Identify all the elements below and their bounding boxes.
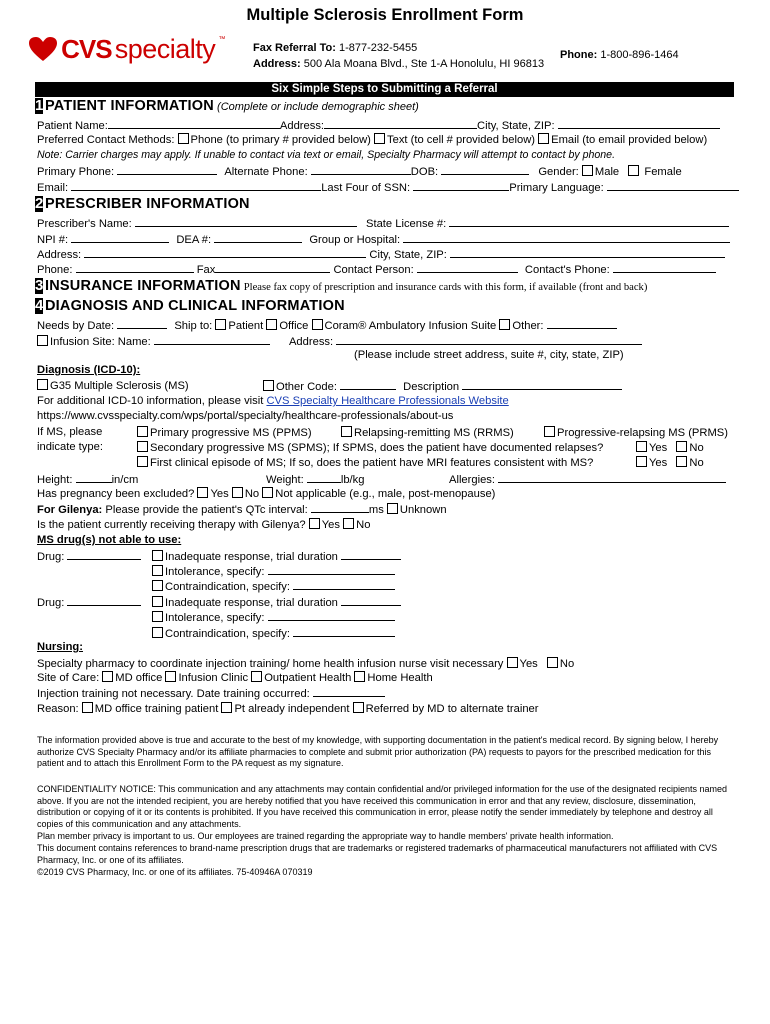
height-unit: in/cm <box>111 474 139 486</box>
spms-checkbox[interactable] <box>137 441 148 452</box>
contact-text-checkbox[interactable] <box>374 133 385 144</box>
gender-male-checkbox[interactable] <box>582 165 593 176</box>
phone-label: Phone: <box>560 49 598 61</box>
spms-label: Secondary progressive MS (SPMS); If SPMS, does the patient have documented relapses? <box>150 442 604 454</box>
infusion-address-label: Address: <box>288 336 334 348</box>
drug-2-contra-checkbox[interactable] <box>152 627 163 638</box>
episode-yes-label: Yes <box>649 457 668 469</box>
drug-1-inadequate <box>152 549 401 563</box>
gilenya-qtc-row <box>37 502 447 516</box>
prescriber-name-label: Prescriber's Name: <box>37 218 132 230</box>
header-phone <box>560 49 679 61</box>
drug-1-intolerance-checkbox[interactable] <box>152 565 163 576</box>
group-label: Group or Hospital: <box>309 234 401 246</box>
privacy-text: Plan member privacy is important to us. Our employees are trained regarding the appropriate way to handle members' private health information. <box>37 831 614 841</box>
height-field[interactable] <box>76 472 112 483</box>
fax-referral <box>253 42 417 54</box>
pregnancy-no-label: No <box>244 488 260 500</box>
drug-1-inadequate-checkbox[interactable] <box>152 550 163 561</box>
email-field[interactable] <box>71 180 321 191</box>
spms-yes-checkbox[interactable] <box>636 441 647 452</box>
drug-1-contra-field[interactable] <box>293 579 395 590</box>
qtc-unit: ms <box>368 504 384 516</box>
diagnosis-title: Diagnosis (ICD-10): <box>37 364 141 376</box>
qtc-unknown-checkbox[interactable] <box>387 503 398 514</box>
other-code-checkbox[interactable] <box>263 380 274 391</box>
prescriber-name-field[interactable] <box>135 216 357 227</box>
prescriber-name-row <box>37 216 729 230</box>
section-2-number: 2 <box>35 195 44 212</box>
spms-row <box>137 441 603 454</box>
drug-1-contra-label: Contraindication, specify: <box>165 581 290 593</box>
first-episode-label: First clinical episode of MS; If so, does the patient have MRI features consistent with MS? <box>150 457 594 469</box>
soc-infusion-clinic-label: Infusion Clinic <box>178 672 249 684</box>
contact-methods-label: Preferred Contact Methods: <box>37 134 175 146</box>
ship-other-field[interactable] <box>547 318 617 329</box>
allergies-row <box>449 472 726 486</box>
ship-office-label: Office <box>279 320 309 332</box>
gilenya-therapy-label: Is the patient currently receiving therapy with Gilenya? <box>37 519 306 531</box>
confidentiality-notice: CONFIDENTIALITY NOTICE: This communication and any attachments may contain confidential and/or privileged information for the use of the designated recipients named above. If you are not the intended recipient, you are hereby notified that you have received this communication in error and that any review, disclosure, dissemination, distribution or copying of it or its contents is prohibited. If you have received this communication in error, please notify the sender immediately by telephone and destroy all copies of this communication and any attachments. <box>37 784 728 829</box>
rrms-label: Relapsing-remitting MS (RRMS) <box>354 427 514 439</box>
section-3-note: Please fax copy of prescription and insurance cards with this form, if available (front and back) <box>243 282 648 293</box>
pregnancy-yes-label: Yes <box>210 488 229 500</box>
alt-phone-label: Alternate Phone: <box>224 166 308 178</box>
section-1-title: PATIENT INFORMATION <box>45 98 214 114</box>
icd-info-text: For additional ICD-10 information, please visit <box>37 395 264 407</box>
gender-male-label: Male <box>594 166 620 178</box>
soc-outpatient-label: Outpatient Health <box>264 672 352 684</box>
contact-text-label: Text (to cell # provided below) <box>387 134 535 146</box>
ship-office-checkbox[interactable] <box>266 319 277 330</box>
ppms-label: Primary progressive MS (PPMS) <box>150 427 312 439</box>
height-weight-row <box>37 472 138 486</box>
icd-info-row <box>37 395 509 407</box>
other-code-field[interactable] <box>340 379 396 390</box>
prescriber-fax-label: Fax <box>196 264 216 276</box>
drug-2-contra-field[interactable] <box>293 626 395 637</box>
contact-phone-label: Phone (to primary # provided below) <box>190 134 371 146</box>
drug-2-contraindication <box>152 626 395 640</box>
fax-label: Fax Referral To: <box>253 42 336 54</box>
prms-checkbox[interactable] <box>544 426 555 437</box>
logo-tm: ™ <box>218 36 226 43</box>
drug-1-intolerance-field[interactable] <box>268 564 395 575</box>
drug-2-intolerance-field[interactable] <box>268 610 395 621</box>
nursing-yes-checkbox[interactable] <box>507 657 518 668</box>
drug-2-inadequate-checkbox[interactable] <box>152 596 163 607</box>
steps-banner: Six Simple Steps to Submitting a Referral <box>35 82 734 97</box>
ppms-checkbox[interactable] <box>137 426 148 437</box>
carrier-note: Note: Carrier charges may apply. If unable to contact via text or email, Specialty Pharmacy will attempt to contact by phone. <box>37 149 616 161</box>
weight-field[interactable] <box>307 472 341 483</box>
heart-icon <box>28 36 58 62</box>
gilenya-no-checkbox[interactable] <box>343 518 354 529</box>
ms-drugs-title: MS drug(s) not able to use: <box>37 534 182 546</box>
reason-row <box>37 702 539 715</box>
soc-outpatient-checkbox[interactable] <box>251 671 262 682</box>
contact-phone-field[interactable] <box>613 262 716 273</box>
site-of-care-label: Site of Care: <box>37 672 100 684</box>
infusion-site-label: Infusion Site: <box>50 336 115 348</box>
reason-md-office-label: MD office training patient <box>94 703 219 715</box>
dob-field[interactable] <box>441 164 529 175</box>
language-field[interactable] <box>607 180 739 191</box>
patient-csz-label: City, State, ZIP: <box>477 120 555 132</box>
g35-checkbox[interactable] <box>37 379 48 390</box>
header-address <box>253 58 544 70</box>
nursing-yes-label: Yes <box>519 658 538 670</box>
ship-coram-label: Coram® Ambulatory Infusion Suite <box>324 320 497 332</box>
drug-1-contra-checkbox[interactable] <box>152 580 163 591</box>
copyright-text: ©2019 CVS Pharmacy, Inc. or one of its affiliates. 75-40946A 070319 <box>37 867 313 877</box>
prescriber-address-row <box>37 247 725 261</box>
infusion-site-checkbox[interactable] <box>37 335 48 346</box>
npi-field[interactable] <box>71 232 169 243</box>
weight-unit: lb/kg <box>340 474 365 486</box>
pregnancy-no-checkbox[interactable] <box>232 487 243 498</box>
npi-label: NPI #: <box>37 234 69 246</box>
gilenya-yes-checkbox[interactable] <box>309 518 320 529</box>
section-3-header <box>35 278 647 294</box>
pregnancy-row <box>37 487 495 500</box>
email-label: Email: <box>37 182 69 194</box>
section-4-title: DIAGNOSIS AND CLINICAL INFORMATION <box>45 298 345 314</box>
npi-row <box>37 232 730 246</box>
patient-address-field[interactable] <box>324 118 477 129</box>
episode-no-label: No <box>689 457 704 469</box>
g35-row <box>37 379 189 392</box>
soc-home-health-label: Home Health <box>367 672 433 684</box>
patient-address-label: Address: <box>279 120 325 132</box>
nursing-question-label: Specialty pharmacy to coordinate injection training/ home health infusion nurse visit necessary <box>37 658 504 670</box>
contact-email-checkbox[interactable] <box>538 133 549 144</box>
drug-2-inadequate-label: Inadequate response, trial duration <box>165 597 338 609</box>
nursing-no-label: No <box>559 658 575 670</box>
drug-2-inadequate <box>152 595 401 609</box>
drug-2-intolerance-checkbox[interactable] <box>152 611 163 622</box>
rrms-checkbox[interactable] <box>341 426 352 437</box>
pregnancy-na-label: Not applicable (e.g., male, post-menopause) <box>275 488 496 500</box>
soc-home-health-checkbox[interactable] <box>354 671 365 682</box>
gilenya-bold-label: For Gilenya: <box>37 504 103 516</box>
needs-by-field[interactable] <box>117 318 167 329</box>
cvs-specialty-logo <box>28 36 225 62</box>
dob-label: DOB: <box>410 166 439 178</box>
description-field[interactable] <box>462 379 622 390</box>
ship-other-label: Other: <box>512 320 544 332</box>
drug-2-duration-field[interactable] <box>341 595 401 606</box>
email-row <box>37 180 739 194</box>
trademarks-text: This document contains references to brand-name prescription drugs that are trademarks or registered trademarks of pharmaceutical manufacturers not affiliated with CVS Pharmacy, Inc. or one of its affiliates. <box>37 843 718 865</box>
ship-other-checkbox[interactable] <box>499 319 510 330</box>
section-4-number: 4 <box>35 297 44 314</box>
reason-md-office-checkbox[interactable] <box>82 702 93 713</box>
prescriber-fax-field[interactable] <box>215 262 330 273</box>
soc-md-office-label: MD office <box>115 672 163 684</box>
license-field[interactable] <box>449 216 729 227</box>
if-ms-label-2: indicate type: <box>37 441 103 453</box>
site-of-care-row <box>37 671 433 684</box>
ship-coram-checkbox[interactable] <box>312 319 323 330</box>
needs-by-label: Needs by Date: <box>37 320 115 332</box>
prescriber-address-label: Address: <box>37 249 82 261</box>
patient-name-row <box>37 118 720 132</box>
prms-label: Progressive-relapsing MS (PRMS) <box>557 427 728 439</box>
contact-phone-label-2: Contact's Phone: <box>524 264 610 276</box>
nursing-question-row <box>37 657 574 670</box>
contact-email-label: Email (to email provided below) <box>551 134 708 146</box>
gender-label: Gender: <box>538 166 579 178</box>
description-label: Description <box>403 381 460 393</box>
phone-value: 1-800-896-1464 <box>600 49 679 61</box>
drug-1-intolerance-label: Intolerance, specify: <box>165 566 265 578</box>
dea-label: DEA #: <box>176 234 212 246</box>
section-2-header <box>35 196 250 212</box>
gilenya-qtc-label: Please provide the patient's QTc interval: <box>105 504 308 516</box>
first-episode-row <box>137 456 593 469</box>
drug-2-label: Drug: <box>37 597 65 609</box>
gilenya-yes-label: Yes <box>321 519 340 531</box>
ship-patient-label: Patient <box>228 320 264 332</box>
infusion-site-row <box>37 334 642 348</box>
reason-referred-checkbox[interactable] <box>353 702 364 713</box>
training-label: Injection training not necessary. Date training occurred: <box>37 688 310 700</box>
ship-patient-checkbox[interactable] <box>215 319 226 330</box>
other-code-row <box>263 379 622 393</box>
training-row <box>37 686 385 700</box>
page-title: Multiple Sclerosis Enrollment Form <box>246 6 524 24</box>
group-field[interactable] <box>403 232 730 243</box>
pregnancy-na-checkbox[interactable] <box>262 487 273 498</box>
drug-1-field[interactable] <box>67 549 141 560</box>
drug-2-intolerance <box>152 610 395 624</box>
reason-referred-label: Referred by MD to alternate trainer <box>365 703 539 715</box>
prescriber-phone-label: Phone: <box>37 264 73 276</box>
if-ms-label-1: If MS, please <box>37 426 103 438</box>
language-label: Primary Language: <box>509 182 604 194</box>
infusion-address-note: (Please include street address, suite #, city, state, ZIP) <box>354 349 624 361</box>
g35-label: G35 Multiple Sclerosis (MS) <box>50 380 189 392</box>
rrms-row <box>341 426 514 439</box>
episode-yes-checkbox[interactable] <box>636 456 647 467</box>
contact-methods-row <box>37 133 707 146</box>
reason-independent-checkbox[interactable] <box>221 702 232 713</box>
logo-product-text: specialty <box>114 34 216 64</box>
logo-brand-text: CVS <box>61 34 112 64</box>
drug-2-contra-label: Contraindication, specify: <box>165 628 290 640</box>
license-label: State License #: <box>366 218 447 230</box>
reason-independent-label: Pt already independent <box>234 703 350 715</box>
soc-md-office-checkbox[interactable] <box>102 671 113 682</box>
gilenya-therapy-row <box>37 518 370 531</box>
training-date-field[interactable] <box>313 686 385 697</box>
prms-row <box>544 426 728 439</box>
drug-2-intolerance-label: Intolerance, specify: <box>165 612 265 624</box>
spms-no-label: No <box>689 442 704 454</box>
section-1-number: 1 <box>35 97 44 114</box>
pregnancy-yes-checkbox[interactable] <box>197 487 208 498</box>
reason-label: Reason: <box>37 703 79 715</box>
contact-phone-checkbox[interactable] <box>178 133 189 144</box>
primary-phone-field[interactable] <box>117 164 217 175</box>
gender-female-checkbox[interactable] <box>628 165 639 176</box>
alt-phone-field[interactable] <box>311 164 411 175</box>
infusion-name-label: Name: <box>117 336 151 348</box>
drug-1-row <box>37 549 141 563</box>
contact-person-field[interactable] <box>417 262 518 273</box>
authorization-text: The information provided above is true and accurate to the best of my knowledge, with supporting documentation in the patient's medical record. By signing below, I hereby authorize CVS Specialty Pharmacy and/or its affiliate pharmacies to complete and submit prior authorization (PA) requests to payors for the prescribed medication for this patient and to attach this Enrollment Form to the PA request as my signature. <box>37 735 719 769</box>
nursing-title: Nursing: <box>37 641 83 653</box>
first-episode-yes-no <box>636 456 704 469</box>
ssn-label: Last Four of SSN: <box>321 182 411 194</box>
gender-female-label: Female <box>644 166 682 178</box>
spms-no-checkbox[interactable] <box>676 441 687 452</box>
icd-website-link[interactable]: CVS Specialty Healthcare Professionals Website <box>266 395 509 407</box>
nursing-no-checkbox[interactable] <box>547 657 558 668</box>
ssn-field[interactable] <box>413 180 509 191</box>
first-episode-checkbox[interactable] <box>137 456 148 467</box>
prescriber-address-field[interactable] <box>84 247 366 258</box>
icd-url: https://www.cvsspecialty.com/wps/portal/specialty/healthcare-professionals/about-us <box>37 410 454 422</box>
height-label: Height: <box>37 474 73 486</box>
drug-1-intolerance <box>152 564 395 578</box>
phone-row <box>37 164 682 178</box>
prescriber-phone-field[interactable] <box>76 262 194 273</box>
section-2-title: PRESCRIBER INFORMATION <box>45 196 250 212</box>
other-code-label: Other Code: <box>276 381 337 393</box>
address-value: 500 Ala Moana Blvd., Ste 1-A Honolulu, HI 96813 <box>303 58 545 70</box>
drug-1-label: Drug: <box>37 551 65 563</box>
patient-name-label: Patient Name: <box>37 120 108 132</box>
drug-2-row <box>37 595 141 609</box>
contact-person-label: Contact Person: <box>333 264 414 276</box>
weight-label: Weight: <box>266 474 304 486</box>
prescriber-csz-field[interactable] <box>450 247 725 258</box>
section-1-subtitle: (Complete or include demographic sheet) <box>217 101 419 113</box>
allergies-label: Allergies: <box>449 474 496 486</box>
weight-row <box>266 472 364 486</box>
spms-yes-no <box>636 441 704 454</box>
qtc-field[interactable] <box>311 502 369 513</box>
patient-name-field[interactable] <box>108 118 280 129</box>
ppms-row <box>137 426 312 439</box>
ship-to-label: Ship to: <box>174 320 213 332</box>
dea-field[interactable] <box>214 232 302 243</box>
drug-1-contraindication <box>152 579 395 593</box>
episode-no-checkbox[interactable] <box>676 456 687 467</box>
section-3-title: INSURANCE INFORMATION <box>45 278 241 294</box>
section-3-number: 3 <box>35 277 44 294</box>
soc-infusion-clinic-checkbox[interactable] <box>165 671 176 682</box>
allergies-field[interactable] <box>498 472 726 483</box>
fax-value: 1-877-232-5455 <box>339 42 418 54</box>
section-4-header <box>35 298 345 314</box>
section-1-header <box>35 98 419 114</box>
drug-1-inadequate-label: Inadequate response, trial duration <box>165 551 338 563</box>
patient-csz-field[interactable] <box>558 118 720 129</box>
prescriber-phone-row <box>37 262 716 276</box>
infusion-address-field[interactable] <box>336 334 642 345</box>
drug-2-field[interactable] <box>67 595 141 606</box>
pregnancy-label: Has pregnancy been excluded? <box>37 488 195 500</box>
infusion-name-field[interactable] <box>154 334 270 345</box>
address-label: Address: <box>253 58 301 70</box>
primary-phone-label: Primary Phone: <box>37 166 115 178</box>
drug-1-duration-field[interactable] <box>341 549 401 560</box>
spms-yes-label: Yes <box>649 442 668 454</box>
gilenya-no-label: No <box>356 519 371 531</box>
prescriber-csz-label: City, State, ZIP: <box>369 249 447 261</box>
needs-by-row <box>37 318 617 332</box>
qtc-unknown-label: Unknown <box>399 504 447 516</box>
